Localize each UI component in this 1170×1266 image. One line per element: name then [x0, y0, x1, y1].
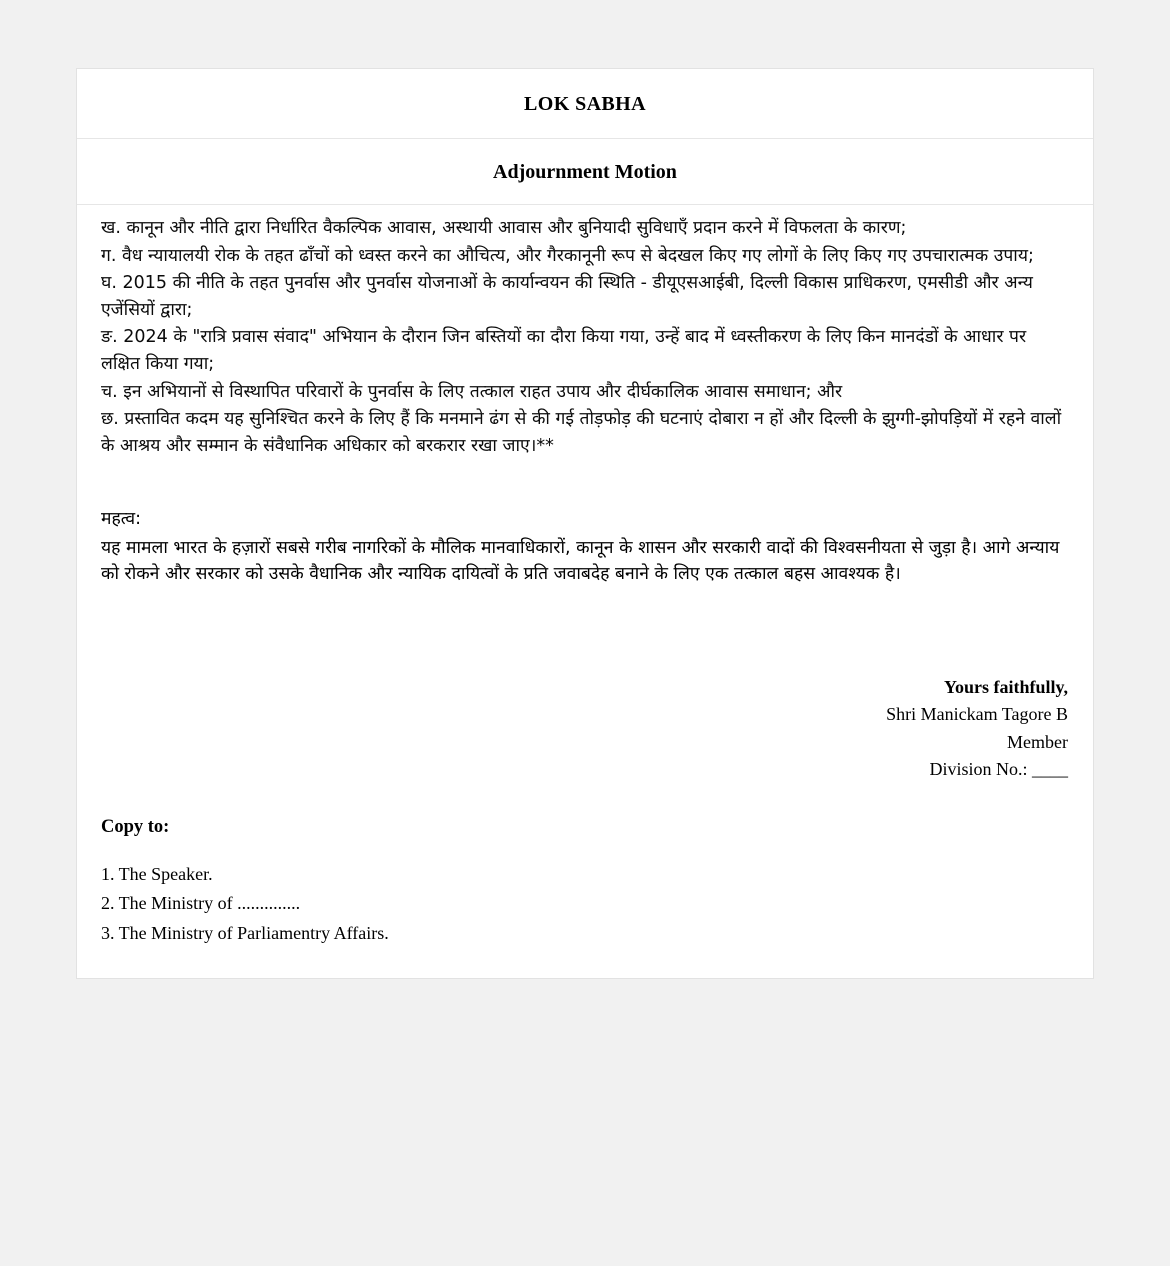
list-item: 2. The Ministry of ..............: [101, 893, 301, 914]
signature-block: [101, 674, 1069, 783]
document-header-title: LOK SABHA: [77, 69, 1093, 139]
division-number: Division No.: ____: [929, 758, 1068, 779]
document-bottom-padding: [101, 948, 1069, 978]
clause-item: घ. 2015 की नीति के तहत पुनर्वास और पुनर्वास योजनाओं के कार्यान्वयन की स्थिति - डीयूएसआईबी, दिल्ली विकास प्राधिकरण, एमसीडी और अन्य एजेंसियों द्वारा;: [101, 273, 1033, 320]
document-body: [77, 205, 1093, 978]
copy-to-label: Copy to:: [101, 817, 170, 838]
clause-list: [101, 215, 1069, 459]
signatory-designation: Member: [1007, 731, 1068, 752]
clause-item: च. इन अभियानों से विस्थापित परिवारों के पुनर्वास के लिए तत्काल राहत उपाय और दीर्घकालिक आवास समाधान; और: [101, 381, 843, 402]
document-subheader-title: Adjournment Motion: [77, 139, 1093, 205]
clause-item: ग. वैध न्यायालयी रोक के तहत ढाँचों को ध्वस्त करने का औचित्य, और गैरकानूनी रूप से बेदखल किए गए लोगों के लिए किए गए उपचारात्मक उपाय;: [101, 245, 1034, 266]
list-item: 3. The Ministry of Parliamentry Affairs.: [101, 922, 389, 943]
clause-item: छ. प्रस्तावित कदम यह सुनिश्चित करने के लिए हैं कि मनमाने ढंग से की गई तोड़फोड़ की घटनाएं दोबारा न हों और दिल्ली के झुग्गी-झोपड़ियों में रहने वालों के आश्रय और सम्मान के संवैधानिक अधिकार को बरकरार रखा जाए।**: [101, 409, 1062, 456]
section-spacer: [101, 460, 1069, 506]
significance-section: [101, 506, 1069, 587]
copy-to-list: [101, 860, 1069, 947]
document-page: [76, 68, 1094, 979]
significance-text: यह मामला भारत के हज़ारों सबसे गरीब नागरिकों के मौलिक मानवाधिकारों, कानून के शासन और सरकारी वादों की विश्वसनीयता से जुड़ा है। आगे अन्याय को रोकने और सरकार को उसके वैधानिक और न्यायिक दायित्वों के प्रति जवाबदेह बनाने के लिए एक तत्काल बहस आवश्यक है।: [101, 537, 1060, 585]
clause-item: ख. कानून और नीति द्वारा निर्धारित वैकल्पिक आवास, अस्थायी आवास और बुनियादी सुविधाएँ प्रदान करने में विफलता के कारण;: [101, 218, 907, 238]
signatory-name: Shri Manickam Tagore B: [886, 704, 1068, 725]
list-item: 1. The Speaker.: [101, 864, 213, 885]
yours-faithfully-label: Yours faithfully,: [943, 676, 1068, 697]
significance-label: महत्व:: [101, 509, 142, 530]
clause-item: ङ. 2024 के "रात्रि प्रवास संवाद" अभियान के दौरान जिन बस्तियों का दौरा किया गया, उन्हें बाद में ध्वस्तीकरण के लिए किन मानदंडों के आधार पर लक्षित किया गया;: [101, 327, 1027, 374]
